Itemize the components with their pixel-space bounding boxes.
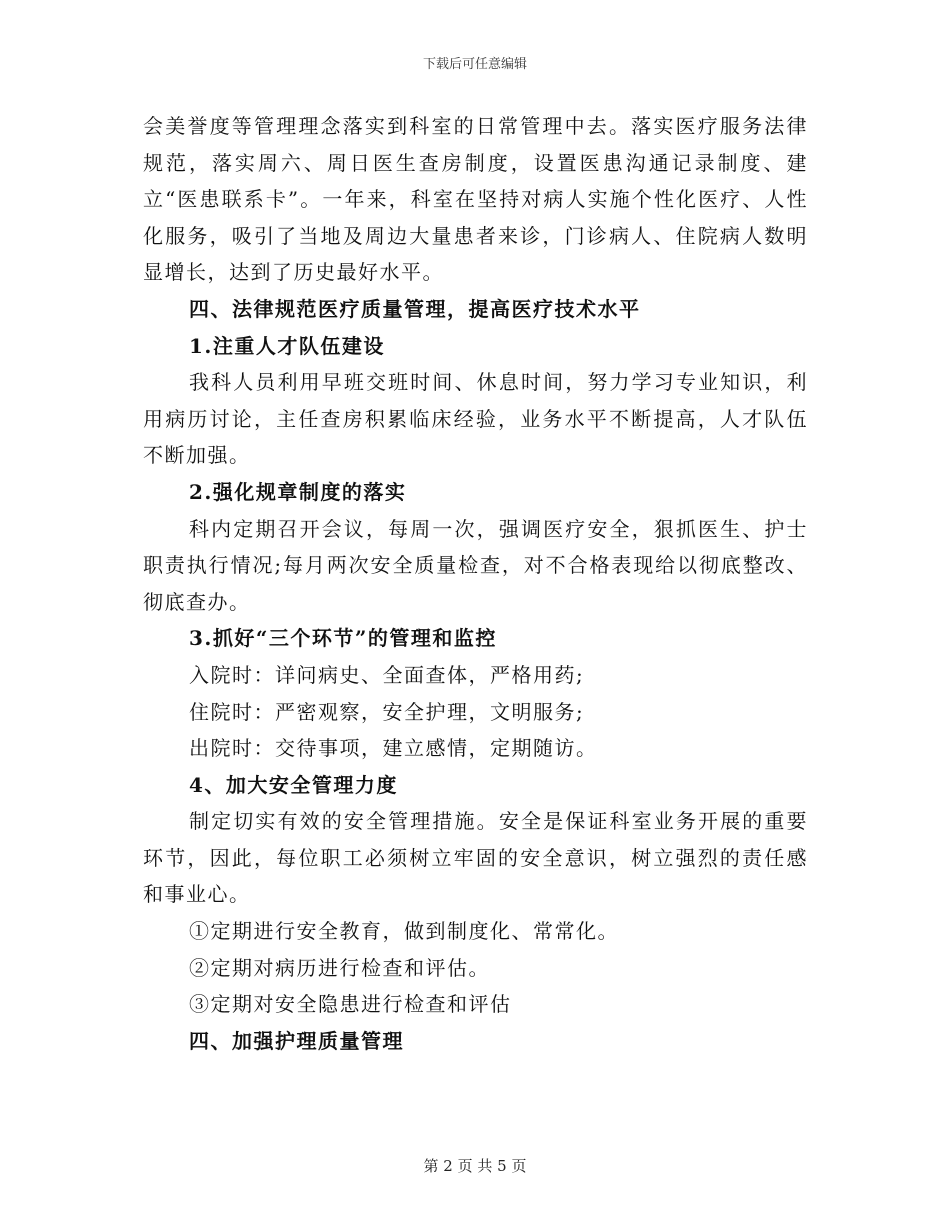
- page-number: 第 2 页 共 5 页: [423, 1157, 527, 1175]
- page-header: 下载后可任意编辑: [422, 57, 527, 72]
- paragraph-management-philosophy: 会美誉度等管理理念落实到科室的日常管理中去。落实医疗服务法律规范，落实周六、周日医生查房制度，设置医患沟通记录制度、建立“医患联系卡”。一年来，科室在坚持对病人实施个性化医疗、人性化服务，吸引了当地及周边大量患者来诊，门诊病人、住院病人数明显增长，达到了历史最好水平。: [143, 114, 808, 285]
- list-item-hazard-review: ③定期对安全隐患进行检查和评估: [189, 992, 512, 1017]
- list-item-admission: 入院时：详问病史、全面查体，严格用药;: [189, 662, 585, 687]
- subheading-safety-management: 4、加大安全管理力度: [189, 772, 398, 797]
- paragraph-talent-team: 我科人员利用早班交班时间、休息时间，努力学习专业知识，利用病历讨论，主任查房积累临床经验，业务水平不断提高，人才队伍不断加强。: [143, 370, 808, 468]
- list-item-safety-education: ①定期进行安全教育，做到制度化、常常化。: [189, 919, 619, 944]
- section-heading-nursing-quality: 四、加强护理质量管理: [189, 1028, 404, 1053]
- document-body: [143, 108, 808, 1059]
- subheading-talent-team: 1.注重人才队伍建设: [189, 333, 385, 358]
- section-heading-legal-quality: 四、法律规范医疗质量管理，提高医疗技术水平: [189, 296, 641, 321]
- paragraph-rules-implementation: 科内定期召开会议，每周一次，强调医疗安全，狠抓医生、护士职责执行情况;每月两次安全质量检查，对不合格表现给以彻底整改、彻底查办。: [143, 516, 808, 614]
- paragraph-safety-management: 制定切实有效的安全管理措施。安全是保证科室业务开展的重要环节，因此，每位职工必须树立牢固的安全意识，树立强烈的责任感和事业心。: [143, 809, 808, 907]
- subheading-rules-implementation: 2.强化规章制度的落实: [189, 479, 407, 504]
- list-item-discharge: 出院时：交待事项，建立感情，定期随访。: [189, 736, 598, 761]
- subheading-three-links: 3.抓好“三个环节”的管理和监控: [189, 626, 497, 651]
- list-item-hospitalization: 住院时：严密观察，安全护理，文明服务;: [189, 699, 585, 724]
- list-item-record-review: ②定期对病历进行检查和评估。: [189, 955, 490, 980]
